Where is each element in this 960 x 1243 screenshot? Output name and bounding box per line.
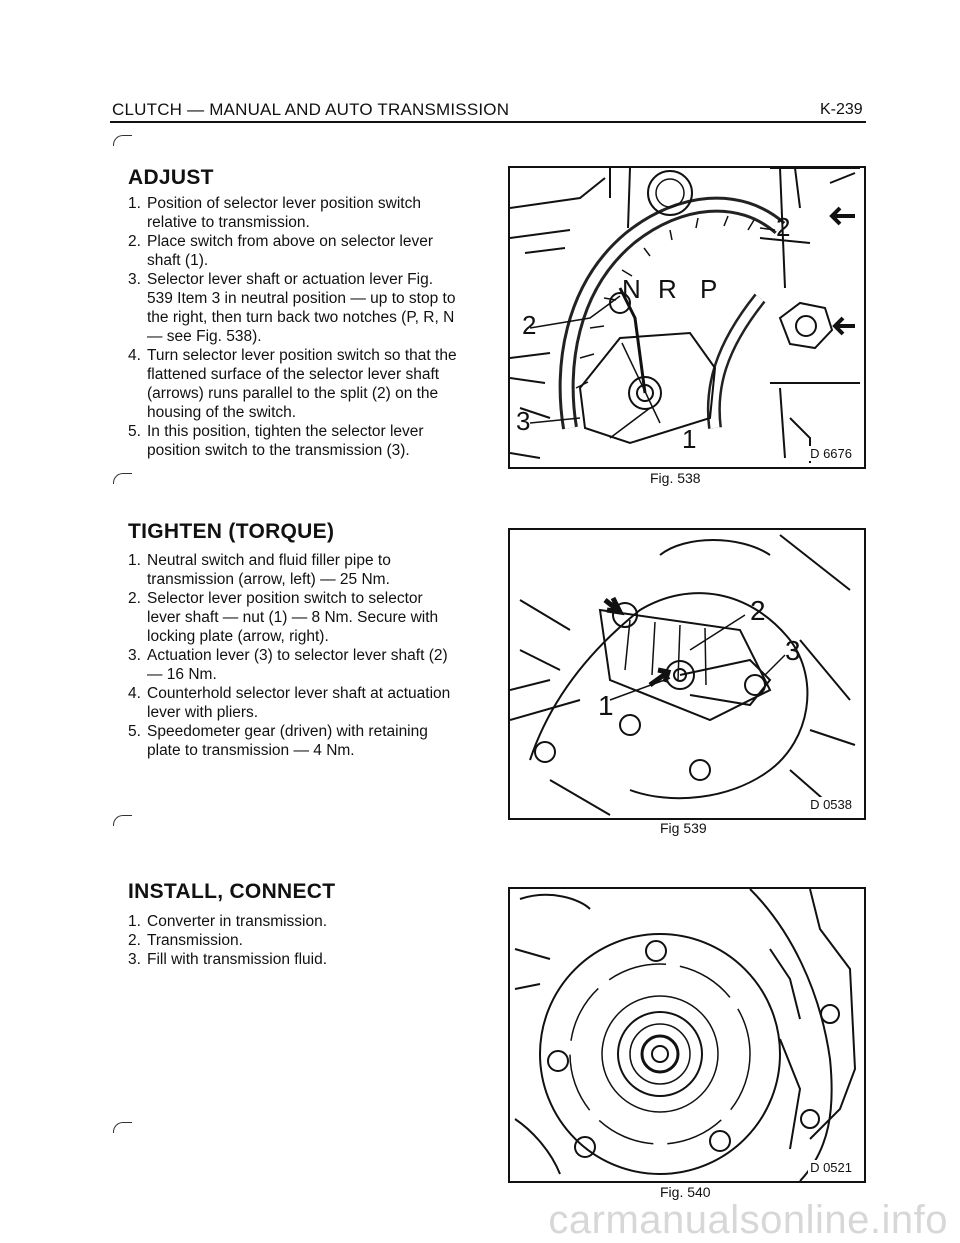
figure-540 [508,887,866,1183]
illustration-line [515,895,590,989]
actuation-lever [680,660,770,705]
callout-2-right: 2 [776,212,791,242]
step-text: Neutral switch and fluid filler pipe to transmission (arrow, left) — 25 Nm. [147,552,391,588]
running-header-title: CLUTCH — MANUAL AND AUTO TRANSMISSION [112,100,510,119]
header-rule [110,121,866,123]
list-item [128,346,458,422]
step-number: 2. [128,590,141,607]
fastener [535,742,555,762]
step-number: 3. [128,647,141,664]
callout-p: P [700,274,718,304]
corner-mark [113,135,132,146]
step-text: Counterhold selector lever shaft at actuation lever with pliers. [147,685,451,721]
figure-code: D 0538 [810,797,852,812]
step-text: Selector lever shaft or actuation lever Fig. 539 Item 3 in neutral position — up to stop to the right, then turn back two notches (P, R, N — see Fig. 538). [147,271,456,345]
list-item [128,589,458,646]
step-text: Transmission. [147,932,243,949]
converter-outline [540,934,780,1174]
page-number: K-239 [820,101,863,118]
figure-caption: Fig 539 [660,820,707,836]
callout-2-left: 2 [522,310,537,340]
filler-nut [780,303,832,348]
illustration-line [610,168,630,228]
step-text: Turn selector lever position switch so that the flattened surface of the selector lever shaft (arrows) runs parallel to the split (2) on the housing of the switch. [147,347,457,421]
mounting-lug [646,941,666,961]
section-heading-tighten: TIGHTEN (TORQUE) [128,520,335,543]
illustration-line [780,1039,800,1149]
illustration-line [510,230,570,253]
converter-hub [642,1036,678,1072]
illustration-line [510,600,570,690]
list-item [128,684,458,722]
torque-converter-illustration [510,889,864,1181]
list-item [128,950,458,969]
figure-caption: Fig. 540 [660,1184,711,1200]
fastener [690,760,710,780]
list-item [128,912,458,931]
fastener [620,715,640,735]
actuation-lever-illustration [510,530,864,818]
lever-bolt [745,675,765,695]
step-number: 3. [128,951,141,968]
list-item [128,270,458,346]
callout-3: 3 [516,406,531,436]
leader-line [610,615,785,700]
pipe-cap [656,179,684,207]
locator-arrow-icon [832,208,855,224]
section-heading-adjust: ADJUST [128,166,214,189]
step-text: Converter in transmission. [147,913,328,930]
list-item [128,646,458,684]
housing-bolt [801,1110,819,1128]
selector-switch-illustration [510,168,864,467]
figure-code: D 0521 [810,1160,852,1175]
callout-r: R [658,274,677,304]
callout-1: 1 [682,424,697,454]
transmission-housing [750,889,832,1181]
mounting-lug [548,1051,568,1071]
section-heading-install: INSTALL, CONNECT [128,880,336,903]
housing-outline [530,593,807,798]
callout-2: 2 [750,595,766,626]
converter-ring [570,964,750,1144]
install-steps-list [128,912,458,969]
tighten-steps-list [128,551,458,760]
corner-mark [113,1122,132,1133]
callout-3: 3 [785,635,801,666]
list-item [128,931,458,950]
figure-538 [508,166,866,469]
housing-bolt [821,1005,839,1023]
mounting-lug [710,1131,730,1151]
step-text: Speedometer gear (driven) with retaining plate to transmission — 4 Nm. [147,723,428,759]
converter-ring [602,996,718,1112]
step-number: 2. [128,233,141,250]
step-text: Place switch from above on selector lever shaft (1). [147,233,434,269]
illustration-line [660,535,850,590]
step-number: 4. [128,685,141,702]
list-item [128,194,458,232]
adjust-steps-list [128,194,458,460]
step-number: 3. [128,271,141,288]
illustration-line [510,700,610,815]
step-text: Fill with transmission fluid. [147,951,328,968]
filler-nut-hole [796,316,816,336]
step-number: 1. [128,195,141,212]
transmission-housing [810,889,855,1139]
callout-n: N [622,274,641,304]
list-item [128,551,458,589]
step-text: Selector lever position switch to selector lever shaft — nut (1) — 8 Nm. Secure with locking plate (arrow, right). [147,590,439,645]
leader-line [610,408,650,438]
step-text: Actuation lever (3) to selector lever shaft (2) — 16 Nm. [147,647,448,683]
step-text: Position of selector lever position switch relative to transmission. [147,195,421,231]
step-number: 2. [128,932,141,949]
list-item [128,422,458,460]
step-number: 5. [128,423,141,440]
locator-arrow-icon [835,318,855,334]
illustration-line [510,178,605,208]
step-number: 5. [128,723,141,740]
list-item [128,232,458,270]
converter-ring [630,1024,690,1084]
illustration-line [790,418,810,463]
locator-arrow-icon [605,598,620,612]
corner-mark [113,473,132,484]
step-text: In this position, tighten the selector lever position switch to the transmission (3). [147,423,424,459]
callout-1: 1 [598,690,614,721]
figure-caption: Fig. 538 [650,470,701,486]
illustration-line [770,168,860,208]
figure-539 [508,528,866,820]
corner-mark [113,815,132,826]
step-number: 1. [128,913,141,930]
list-item [128,722,458,760]
step-number: 1. [128,552,141,569]
step-number: 4. [128,347,141,364]
watermark: carmanualsonline.info [548,1198,948,1242]
converter-hub [652,1046,668,1062]
figure-code: D 6676 [810,446,852,461]
